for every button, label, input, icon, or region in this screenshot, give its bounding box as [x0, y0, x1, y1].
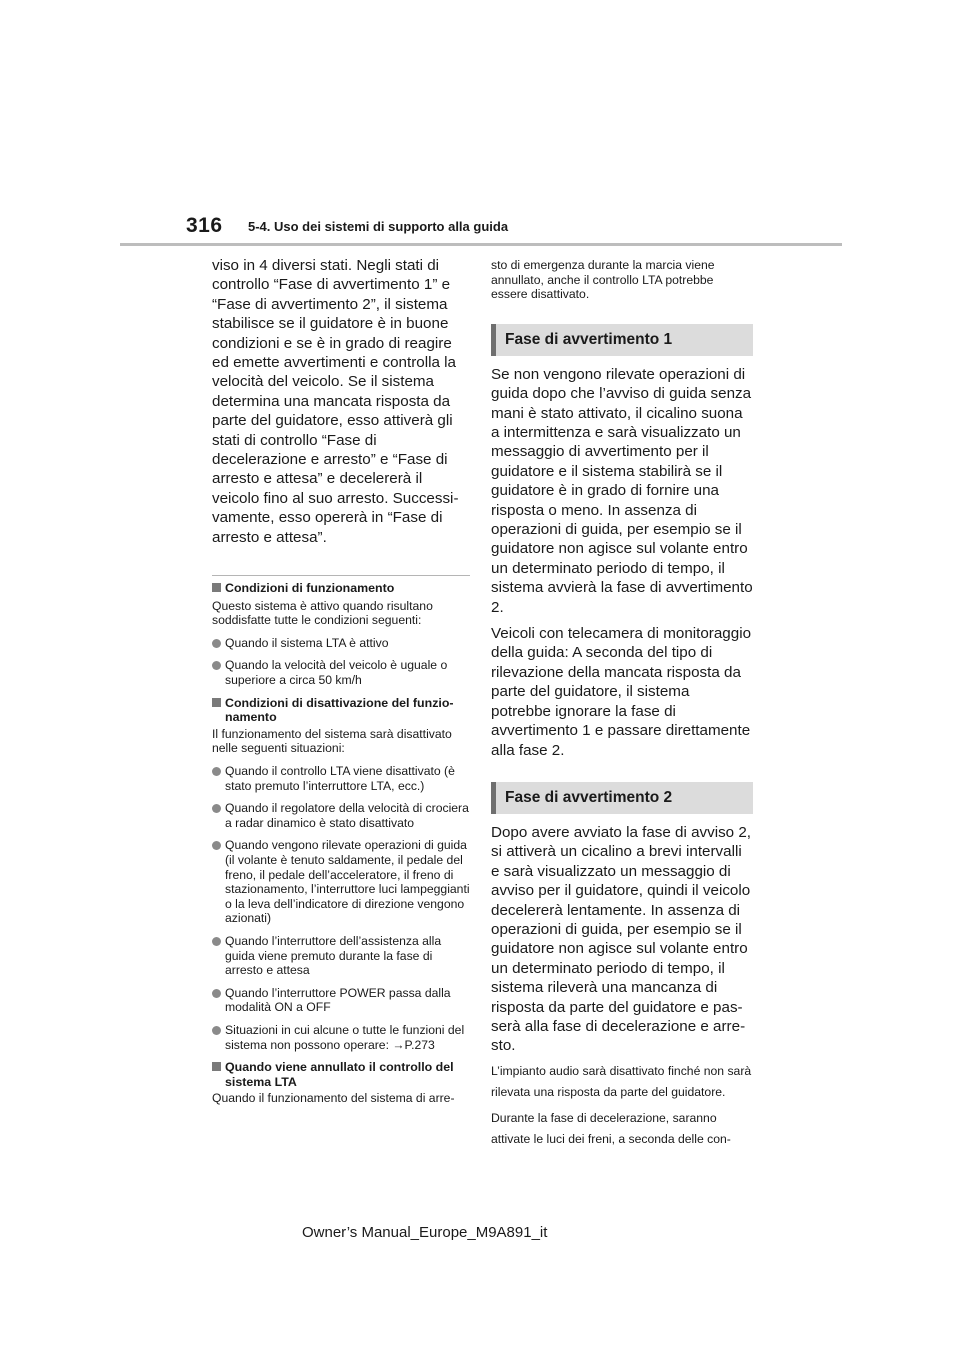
- list-item: Quando il regolatore della velocità di crociera a radar dinamico è stato disattivato: [212, 801, 470, 830]
- circle-bullet-icon: [212, 841, 221, 850]
- list-item: Quando la velocità del veicolo è uguale o superiore a circa 50 km/h: [212, 658, 470, 687]
- list-item: Quando il controllo LTA viene disattivato (è stato premuto l’interruttore LTA, ecc.): [212, 764, 470, 793]
- phase1-paragraph: Se non vengono rilevate operazioni di guida dopo che l’avviso di guida senza mani è stato attivato, il cicalino suona a intermittenza e sarà visualizzato un messaggio di avvertimento per il guidatore e il sistema stabilirà se il guidatore è in grado di fornire una risposta o meno. In assenza di operazioni di guida, per esempio se il guidatore non agisce sul volante entro un determinato periodo di tempo, il sistema avvierà la fase di avvertimento 2.: [491, 365, 753, 616]
- circle-bullet-icon: [212, 661, 221, 670]
- circle-bullet-icon: [212, 989, 221, 998]
- square-bullet-icon: [212, 583, 221, 592]
- phase1-paragraph-2: Veicoli con telecamera di monitoraggio della guida: A seconda del tipo di rilevazione della mancata risposta da parte del guidatore, il sistema potrebbe ignorare la fase di avvertimento 1 e passare direttamente alla fase 2.: [491, 625, 752, 759]
- left-column: [212, 256, 470, 1106]
- circle-bullet-icon: [212, 804, 221, 813]
- square-bullet-icon: [212, 698, 221, 707]
- page-header: [0, 0, 960, 250]
- circle-bullet-icon: [212, 639, 221, 648]
- square-bullet-icon: [212, 1062, 221, 1071]
- phase2-note: L’impianto audio sarà disattivato finché non sarà rilevata una risposta da parte del guidatore.: [491, 1063, 752, 1099]
- lta-cancelled-heading: Quando viene annullato il controllo del sistema LTA: [212, 1060, 470, 1089]
- circle-bullet-icon: [212, 767, 221, 776]
- footer-text: Owner’s Manual_Europe_M9A891_it: [302, 1224, 548, 1241]
- section-title: 5-4. Uso dei sistemi di supporto alla guida: [248, 219, 509, 234]
- deactivation-conditions-heading: Condizioni di disattivazione del funzionamento: [212, 696, 470, 725]
- operating-conditions-heading: Condizioni di funzionamento: [212, 581, 470, 596]
- page-number: 316: [186, 214, 223, 237]
- list-item: Quando l’interruttore POWER passa dalla modalità ON a OFF: [212, 986, 470, 1015]
- deactivation-conditions-description: Il funzionamento del sistema sarà disattivato nelle seguenti situazioni:: [212, 726, 452, 756]
- section-divider: [212, 575, 470, 576]
- banner-accent: [491, 324, 496, 356]
- phase2-note-2: Durante la fase di decelerazione, saranno attivate le luci dei freni, a seconda delle con-: [491, 1110, 731, 1146]
- phase2-title: Fase di avvertimento 2: [505, 788, 673, 806]
- banner-accent: [491, 782, 496, 814]
- phase1-banner: [491, 324, 753, 356]
- list-item: Quando il sistema LTA è attivo: [212, 636, 470, 651]
- header-divider: [120, 243, 842, 246]
- list-item: Quando vengono rilevate operazioni di guida (il volante è tenuto saldamente, il pedale del freno, il pedale dell’acceleratore, il freno di stazionamento, l’interruttore luci lampeggianti o la leva dell’indicatore di direzione vengono azionati): [212, 838, 470, 926]
- list-item: Situazioni in cui alcune o tutte le funzioni del sistema non possono operare: →P.273: [212, 1023, 470, 1052]
- lta-cancelled-description: Quando il funzionamento del sistema di arre-: [212, 1091, 455, 1106]
- right-column: [491, 256, 753, 1150]
- operating-conditions-description: Questo sistema è attivo quando risultano soddisfatte tutte le condizioni seguenti:: [212, 598, 433, 628]
- phase2-paragraph: Dopo avere avviato la fase di avviso 2, si attiverà un cicalino a brevi intervalli e sarà visualizzato un messaggio di avviso per il guidatore, quindi il veicolo decelererà lentamente. In assenza di operazioni di guida, per esempio se il guidatore non agisce sul volante entro un determinato periodo di tempo, il sistema rileverà una mancanza di risposta da parte del guidatore e passerà alla fase di decelerazione e arresto.: [491, 823, 752, 1055]
- phase1-title: Fase di avvertimento 1: [505, 330, 673, 348]
- intro-paragraph: viso in 4 diversi stati. Negli stati di controllo “Fase di avvertimento 1” e “Fase di avvertimento 2”, il sistema stabilisce se il guidatore è in buone condizioni e se è in grado di reagire ed emette avvertimenti e controlla la velocità del veicolo. Se il sistema determina una mancata risposta da parte del guidatore, esso attiverà gli stati di controllo “Fase di decelerazione e arresto” e “Fase di arresto e attesa” e decelererà il veicolo fino al suo arresto. Successivamente, esso opererà in “Fase di arresto e attesa”.: [212, 257, 459, 546]
- phase2-banner: [491, 782, 753, 814]
- continuation-text: sto di emergenza durante la marcia viene annullato, anche il controllo LTA potrebbe essere disattivato.: [491, 258, 715, 302]
- circle-bullet-icon: [212, 937, 221, 946]
- circle-bullet-icon: [212, 1026, 221, 1035]
- list-item: Quando l’interruttore dell’assistenza alla guida viene premuto durante la fase di arresto e attesa: [212, 934, 470, 978]
